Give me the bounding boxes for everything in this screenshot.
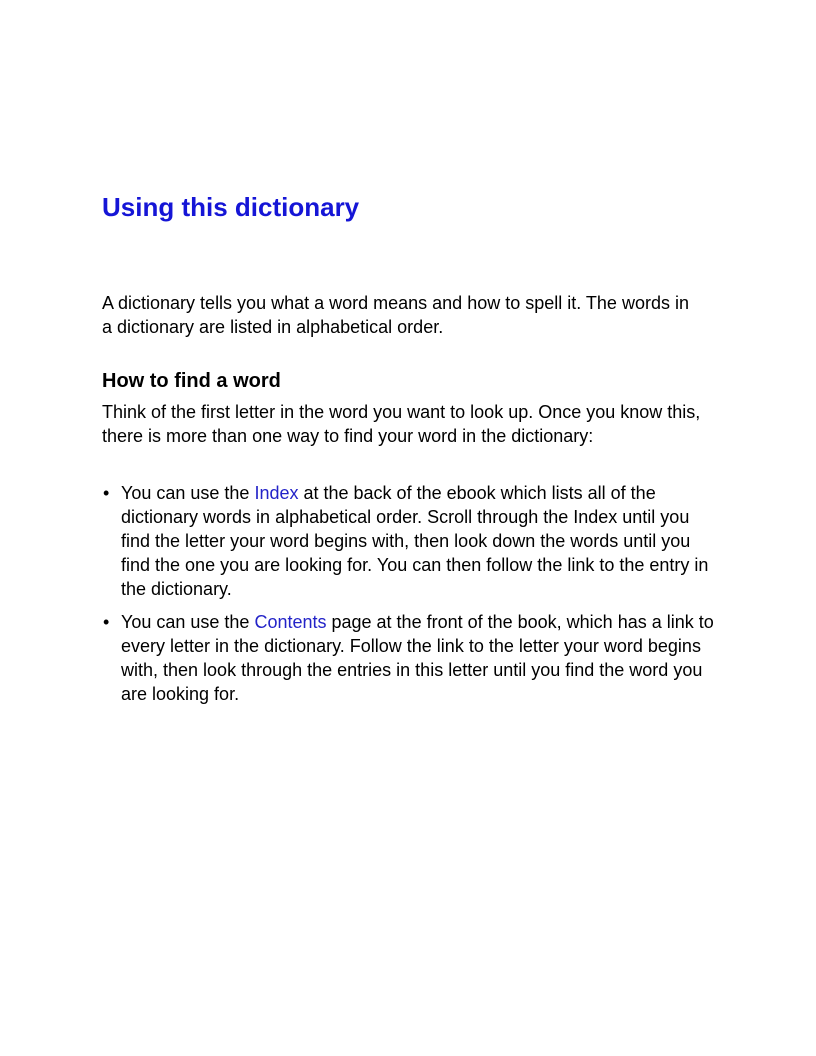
bullet-icon: • xyxy=(103,612,110,632)
bullet-text-after: page at the front of the book, which has a link to every letter in the dictionary. Follow the link to the letter your word begins with, then look through the entries in this letter until you find the word you are looking for. xyxy=(121,612,714,704)
instructions-list xyxy=(102,481,722,715)
bullet-icon: • xyxy=(103,483,110,503)
list-item-contents xyxy=(102,610,722,706)
contents-link[interactable]: Contents xyxy=(254,612,327,632)
list-item-index xyxy=(102,481,722,601)
section-heading: How to find a word xyxy=(102,370,281,392)
bullet-text-before: You can use the xyxy=(121,483,255,503)
index-link[interactable]: Index xyxy=(254,483,299,503)
section-paragraph: Think of the first letter in the word you want to look up. Once you know this, there is more than one way to find your word in the dictionary: xyxy=(102,402,701,446)
bullet-text-after: at the back of the ebook which lists all of the dictionary words in alphabetical order. Scroll through the Index until you find the letter your word begins with, then look down the words until you find the one you are looking for. You can then follow the link to the entry in the dictionary. xyxy=(121,483,709,599)
bullet-text-before: You can use the xyxy=(121,612,255,632)
intro-paragraph: A dictionary tells you what a word means and how to spell it. The words in a dictionary are listed in alphabetical order. xyxy=(102,293,689,337)
page-title: Using this dictionary xyxy=(102,192,360,222)
